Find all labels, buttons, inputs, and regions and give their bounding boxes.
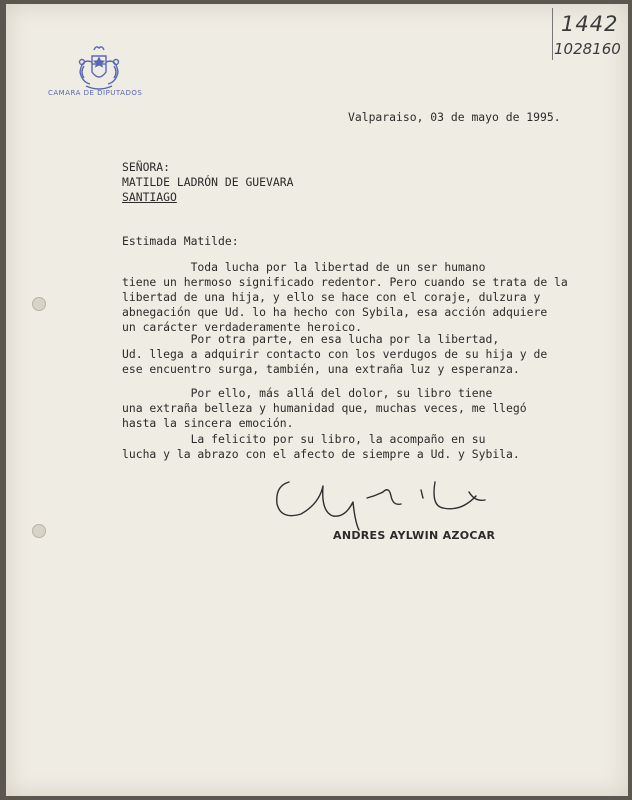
punch-hole — [32, 524, 46, 538]
archive-number: 1442 — [561, 12, 619, 36]
paragraph-4-line: lucha y la abrazo con el afecto de siempre a Ud. y Sybila. — [122, 447, 520, 461]
recipient-city: SANTIAGO — [122, 190, 177, 204]
paragraph-2-line: Ud. llega a adquirir contacto con los verdugos de su hija y de — [122, 347, 548, 361]
institution-name: CAMARA DE DIPUTADOS — [48, 89, 143, 97]
letter-date: Valparaiso, 03 de mayo de 1995. — [348, 110, 561, 124]
paragraph-1-line: Toda lucha por la libertad de un ser humano — [122, 260, 486, 274]
archive-mark-line — [552, 8, 553, 60]
punch-hole — [32, 297, 46, 311]
handwritten-signature — [271, 472, 491, 532]
signer-name: ANDRES AYLWIN AZOCAR — [333, 529, 496, 542]
letter-page — [6, 4, 628, 796]
paragraph-1-line: abnegación que Ud. lo ha hecho con Sybila, esa acción adquiere — [122, 305, 548, 319]
paragraph-3-line: hasta la sincera emoción. — [122, 416, 294, 430]
recipient-name: MATILDE LADRÓN DE GUEVARA — [122, 175, 294, 189]
paragraph-3-line: Por ello, más allá del dolor, su libro tiene — [122, 386, 493, 400]
paragraph-2-line: Por otra parte, en esa lucha por la libertad, — [122, 332, 500, 346]
paragraph-2-line: ese encuentro surga, también, una extraña luz y esperanza. — [122, 362, 520, 376]
recipient-salutation: SEÑORA: — [122, 160, 171, 174]
paragraph-3-line: una extraña belleza y humanidad que, muchas veces, me llegó — [122, 401, 527, 415]
paragraph-1-line: tiene un hermoso significado redentor. Pero cuando se trata de la — [122, 275, 568, 289]
archive-code: 1028160 — [554, 40, 621, 58]
paragraph-1-line: libertad de una hija, y ello se hace con el coraje, dulzura y — [122, 290, 541, 304]
paragraph-4-line: La felicito por su libro, la acompaño en su — [122, 432, 486, 446]
paragraph-1-line: un carácter verdaderamente heroico. — [122, 320, 363, 334]
greeting: Estimada Matilde: — [122, 234, 239, 248]
